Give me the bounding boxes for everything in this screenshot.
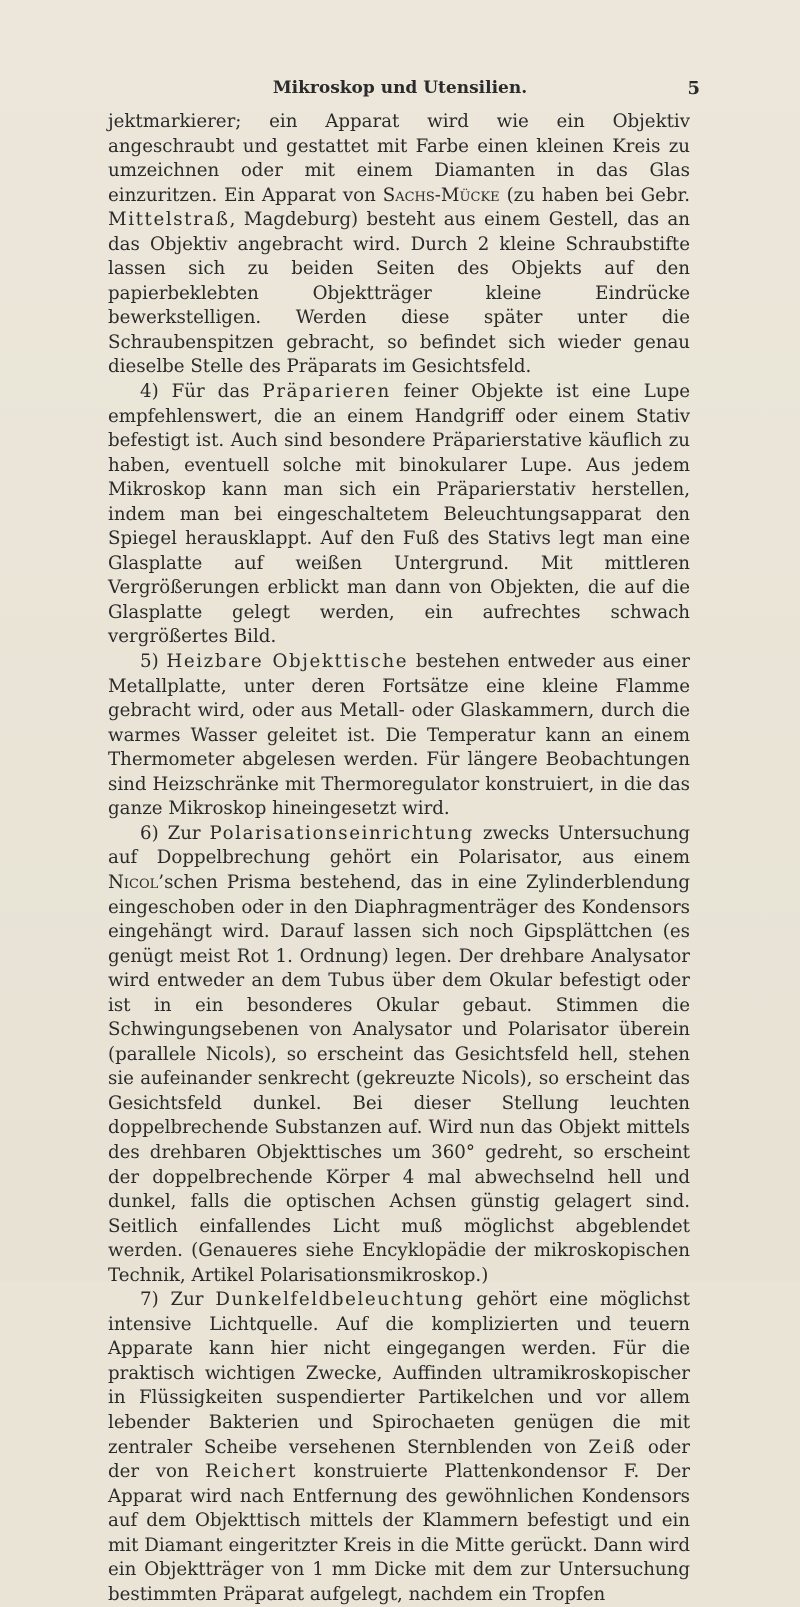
paragraph-dunkelfeld [108,1288,690,1607]
emphasized-text: Heizbare Objekttische [166,651,409,673]
text-run: (zu haben bei Gebr. [499,184,691,206]
text-run: 4) Für das [140,381,263,403]
paragraph-polarisation [108,822,690,1288]
emphasized-text: Reichert [205,1461,298,1483]
paragraph-praeparieren [108,380,690,650]
text-run: zwecks Untersuchung auf Doppelbrechung gehört ein Polarisator, aus einem [108,822,690,869]
emphasized-text: Dunkelfeldbeleuchtung [215,1289,465,1311]
text-run: gehört eine möglichst intensive Lichtquelle. Auf die komplizierten und teuern Apparate kann hier nicht eingegangen werden. Für die praktisch wichtigen Zwecke, Auffinden ultramikroskopischer in Flüssigkeiten suspendierter Partikelchen und vor allem lebender Bakterien und Spirochaeten genügen die mit zentraler Scheibe versehenen Sternblenden von [108,1289,690,1458]
paragraph-heizbare-objekttische [108,650,690,822]
text-run: feiner Objekte ist eine Lupe empfehlenswert, die an einem Handgriff oder einem Stativ befestigt ist. Auch sind besondere Präparierstative käuflich zu haben, eventuell solche mit binokularer Lupe. Aus jedem Mikroskop kann man sich ein Präparierstativ herstellen, indem man bei eingeschaltetem Beleuchtungsapparat den Spiegel herausklappt. Auf den Fuß des Stativs legt man eine Glasplatte auf weißen Untergrund. Mit mittleren Vergrößerungen erblickt man dann von Objekten, die auf die Glasplatte gelegt werden, ein aufrechtes schwach vergrößertes Bild. [108,381,690,648]
page-number: 5 [687,78,700,99]
emphasized-text: Präparieren [262,381,391,403]
text-run: ’schen Prisma bestehend, das in eine Zylinderblendung eingeschoben oder in den Diaphragmenträger des Kondensors eingehängt wird. Darauf lassen sich noch Gipsplättchen (es genügt meist Rot 1. Ordnung) legen. Der drehbare Analysator wird entweder an dem Tubus über dem Okular befestigt oder ist in ein besonderes Okular gebaut. Stimmen die Schwingungsebenen von Analysator und Polarisator überein (parallele Nicols), so erscheint das Gesichtsfeld hell, stehen sie aufeinander senkrecht (gekreuzte Nicols), so erscheint das Gesichtsfeld dunkel. Bei dieser Stellung leuchten doppelbrechende Substanzen auf. Wird nun das Objekt mittels des drehbaren Objekttisches um 360° gedreht, so erscheint der doppelbrechende Körper 4 mal abwechselnd hell und dunkel, falls die optischen Achsen günstig gelagert sind. Seitlich einfallendes Licht muß möglichst abgeblendet werden. (Genaueres siehe Encyklopädie der mikroskopischen Technik, Artikel Polarisationsmikroskop.) [108,871,690,1286]
text-run: jektmarkierer; ein Apparat wird wie ein Objektiv angeschraubt und gestattet mit Farbe einen kleinen Kreis zu umzeichnen oder mit einem Diamanten in das Glas einzuritzen. Ein Apparat von [108,111,690,206]
emphasized-text: Mittelstraß [108,209,230,231]
body-text [108,110,690,1607]
text-run: 7) Zur [140,1289,216,1311]
text-run: bestehen entweder aus einer Metallplatte, unter deren Fortsätze eine kleine Flamme gebracht wird, oder aus Metall- oder Glaskammern, durch die warmes Wasser geleitet ist. Die Temperatur kann an einem Thermometer abgelesen werden. Für längere Beobachtungen sind Heizschränke mit Thermoregulator konstruiert, in die das ganze Mikroskop hineingesetzt wird. [108,651,690,820]
text-run: konstruierte Plattenkondensor F. Der Apparat wird nach Entfernung des gewöhnlichen Kondensors auf dem Objekttisch mittels der Klammern befestigt und ein mit Diamant eingeritzter Kreis in die Mitte gerückt. Dann wird ein Objektträger von 1 mm Dicke mit dem zur Untersuchung bestimmten Präparat aufgelegt, nachdem ein Tropfen [108,1461,690,1605]
paragraph-continued [108,110,690,380]
emphasized-text: Nicol [108,871,159,893]
text-run: 5) [140,651,167,673]
page-header [0,78,800,102]
emphasized-text: Zeiß [588,1436,637,1458]
emphasized-text: Sachs-Mücke [382,184,500,206]
emphasized-text: Polarisationseinrichtung [209,822,474,844]
text-run: , Magdeburg) besteht aus einem Gestell, das an das Objektiv angebracht wird. Durch 2 kleine Schraubstifte lassen sich zu beiden Seiten des Objekts auf den papierbeklebten Objektträger kleine Eindrücke bewerkstelligen. Werden diese später unter die Schraubenspitzen gebracht, so befindet sich wieder genau dieselbe Stelle des Präparats im Gesichtsfeld. [108,209,690,378]
text-run: 6) Zur [140,822,210,844]
text-run: oder der von [108,1436,690,1483]
running-title: Mikroskop und Utensilien. [272,78,528,98]
